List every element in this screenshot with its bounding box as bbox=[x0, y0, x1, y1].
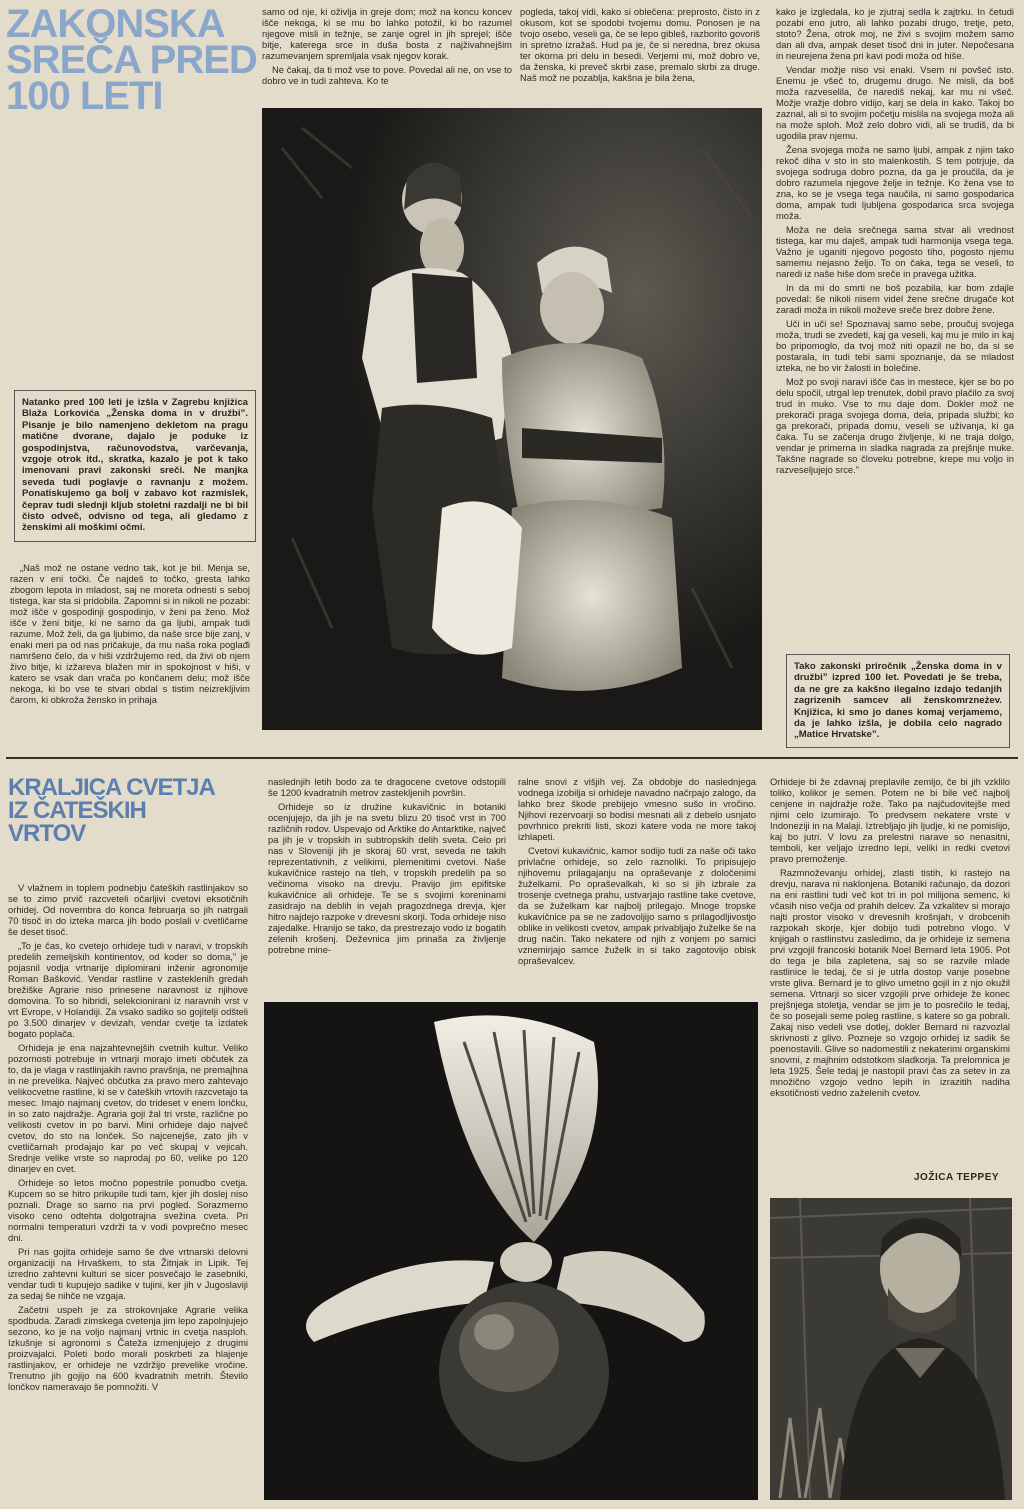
article2-column4-paragraph: Orhideje bi že zdavnaj preplavile zemljo, če bi jih vzklilo toliko, kolikor je semen. Potem ne bi bile več najbolj cenjene in najdražje rože. Tako pa najčudovitejše med njimi celo izumirajo. To predvsem nekatere vrste v Indoneziji in na Malaji. Iztrebljajo jih ljudje, ki ne pomislijo, kaj bo jutri. V lovu za prelestni narave so nenasitni, temboli, ker veljajo izredno lepi, veliki in redki cvetovi pravo premoženje. bbox=[770, 776, 1010, 864]
article1-column4-paragraph: Mož po svoji naravi išče čas in mestece, kjer se bo po delu spočil, utrgal lep trenutek, dobil pravo plačilo za svoj trud in muko. Vse to mu daje dom. Dokler mož ne prekorači praga svojega doma, dela, pripada službi; ko ga prekorači, pripada domu, veseli se uživanja, ki ga čaka. Tu se začenja drugo življenje, ki ne traja dolgo, vendar je primerna in sladka nagrada za prejšnje muke. Takšne nagrade so človeku potrebne, krepe mu voljo in razveseljujejo srce.” bbox=[776, 376, 1014, 475]
article1-column2-paragraph: samo od nje, ki oživlja in greje dom; mož na koncu koncev išče nekoga, ki se mu bo lahko potožil, ki bo razumel njegove misli in težnje, se zanje ogrel in jih sprejel; išče bitje, katerega srce in duša bosta z najživahnejšim razumevanjem spremljala vsak njegov korak. bbox=[262, 6, 512, 61]
article2-column1-paragraph: Orhideje so letos močno popestrile ponudbo cvetja. Kupcem so se hitro prikupile tudi tam, kjer jih doslej niso poznali. Drage so samo na prvi pogled. Sorazmerno visoko ceno odtehta dolgotrajna svežina cveta. Pri normalni temperaturi vzdrži ta v vodi povprečno mesec dni. bbox=[8, 1177, 248, 1243]
article1-column4-paragraph: Uči in uči se! Spoznavaj samo sebe, proučuj svojega moža, trudi se zvedeti, kaj ga veseli, kaj mu je milo in kaj bo pripomoglo, da tvoj mož niti opazil ne bo, da si se postarala, in tudi tebi sami spoznanje, da se mladost izteka, ne bo vir žalosti in bolečine. bbox=[776, 318, 1014, 373]
article1-column4 bbox=[776, 6, 1014, 646]
article2-column2-paragraph: naslednjih letih bodo za te dragocene cvetove odstopili še 1200 kvadratnih metrov zastekljenih površin. bbox=[268, 776, 506, 798]
article1-intro-box: Natanko pred 100 leti je izšla v Zagrebu knjižica Blaža Lorkovića „Ženska doma in v družbi”. Pisanje je bilo namenjeno dekletom na pragu matične dvorane, dajalo je poduke iz gospodinjstva, računovodstva, varčevanja, vzgoje otrok itd., skratka, kazalo je pot k tako imenovani pravi zakonski sreči. Ne manjka seveda tudi poglavje o ravnanju z možem. Ponatiskujemo ga bolj v zabavo kot razmislek, čeprav tudi slednji kljub stoletni razdalji ne bi bil čisto odveč, odvisno od tega, ali gledamo z ženskimi ali moškimi očmi. bbox=[14, 390, 256, 542]
painting-illustration bbox=[262, 108, 762, 730]
article2-column1-paragraph: Pri nas gojita orhideje samo še dve vrtnarski delovni organizaciji na Hrvaškem, to sta Žitnjak in Lipik. Tej izredno zahtevni kulturi se sicer posvečajo le zasebniki, vendar tudi ti kupujejo sadike v tujini, ker jih v Jugoslaviji za sedaj še nihče ne vzgaja. bbox=[8, 1246, 248, 1301]
article2-column2 bbox=[268, 776, 506, 996]
article2-column4-paragraph: Razmnoževanju orhidej, zlasti tistih, ki rastejo na drevju, narava ni naklonjena. Botaniki računajo, da dozori na eni rastlini tudi več kot tri in pol milijona semenc, ki včasih niso večja od prahih delcev. Za vzkalitev si morajo najti prostor visoko v drevesnih krošnjah, v drobcenih razpokah skorje, kjer dobijo tudi potrebno vlogo. V knjigah o rastlinstvu zasledimo, da je orhideje iz semena prvi vzgojil francoski botanik Noel Bernard leta 1905. Pot do tega je bila zapletena, saj so se razvile mlade rastlinice le tedaj, če si je utrla dostop vanje posebne vrste gliva. Bernard je to glivo umetno gojil in z njo okužil semena. Vrtnarji so sicer vzgojili prve orhideje že konec prejšnjega stoletja, vendar se jim je to posrečilo le tedaj, če so posejali seme poleg rastline, s katere so ga pobrali. Zakaj niso vedeli vse dotlej, dokler Bernard ni razvozlal skrivnosti z glivo. Pozneje so vzgojo orhidej iz sadik še poenostavili. Glive so nadomestili z nekaterimi organskimi snovmi, z majhnim odstotkom sladkorja. Ta prelomnica je leta 1925. Šele tedaj je nastopil pravi čas za setev in za množično vzgojo vedno lepih in izrazitih nadiha eksotičnosti vedno zaželenih cvetov. bbox=[770, 867, 1010, 1098]
article1-column4-paragraph: Žena svojega moža ne samo ljubi, ampak z njim tako rekoč diha v sto in sto malenkostih. S tem potrjuje, da svojega sodruga dobro pozna, da ga je proučila, da je dobro razumela njegove želje in težnje. Ko žena vse to zna, ko se je vsega tega naučila, ni samo gospodarica doma, ampak tudi ljubljena gospodarica srca svojega moža. bbox=[776, 144, 1014, 221]
orchid-image bbox=[264, 1002, 758, 1500]
article1-headline-line3: 100 LETI bbox=[6, 74, 163, 118]
article2-column1-paragraph: Začetni uspeh je za strokovnjake Agrarie velika spodbuda. Zaradi zimskega cvetenja jim lepo zapolnjujejo sezono, ko je na voljo najmanj vrtnic in cvetja nasploh. Izkušnje si agronomi s Čateža izmenjujejo z drugimi proizvajalci. Poleti bodo morali poskrbeti za hlajenje rastlinjakov, er orhideje ne vzdržijo prevelike vročine. Trenutno jih gojijo na 600 kvadratnih metrih. Število lončkov nameravajo še pomnožiti. V bbox=[8, 1304, 248, 1392]
article2-headline bbox=[8, 776, 258, 845]
article2-column4 bbox=[770, 776, 1010, 1168]
article1-headline-line2: SREČA PRED bbox=[6, 38, 257, 82]
article2-headline-line2: IZ ČATEŠKIH bbox=[8, 797, 146, 824]
article1-column4-paragraph: kako je izgledala, ko je zjutraj sedla k zajtrku. In četudi pozabi eno jutro, ali lahko pozabi drugo, tretje, peto, stoto? Žena, otrok moj, ne živi s svojim možem samo dan ali dva, ampak deset tisoč dni in juter. Nepočesana in neurejena žena pri kavi podi moža od hiše. bbox=[776, 6, 1014, 61]
women-painting-image bbox=[262, 108, 762, 730]
article1-column4-paragraph: Moža ne dela srečnega sama stvar ali vrednost tistega, kar mu daješ, ampak tudi harmonija vsega tega. Važno je uganiti njegovo pogosto tiho, pogosto njemu samemu nejasno željo. To on čaka, tega se veseli, to naredi iz naše hiše dom sreče in pravega užitka. bbox=[776, 224, 1014, 279]
article1-column3-paragraph: pogleda, takoj vidi, kako si oblečena: preprosto, čisto in z okusom, kot se spodobi tvojemu domu. Ponosen je na tvojo osebo, veseli ga, če se lepo gibleš, razborito govoriš in spretno izražaš. Hud pa je, če si neredna, brez okusa ter okorna pri delu in besedi. Verjemi mi, mož dobro ve, da ženska, ki preveč skrbi zase, premalo skrbi za druge. Naš mož ne pozablja, kakšna je bila žena, bbox=[520, 6, 760, 83]
article2-headline-line1: KRALJICA CVETJA bbox=[8, 774, 215, 801]
article2-column1-paragraph: V vlažnem in toplem podnebju čateških rastlinjakov so se to zimo prvič razcveteli očarljivi cvetovi eksotičnih orhidej. Od novembra do konca februarja so jih natrgali 70 tisoč in do izteka marca jih bodo poslali v cvetličarne še deset tisoč. bbox=[8, 882, 248, 937]
article-divider bbox=[6, 757, 1018, 759]
article2-column3-paragraph: Cvetovi kukavičnic, kamor sodijo tudi za naše oči tako privlačne orhideje, so zelo raznoliki. To pripisujejo njihovemu prilagajanju na opraševanje z določenimi žuželkami. Po opraševalkah, ki so si jih izbrale za trosenje cvetnega prahu, ustvarjajo rastline take cvetove, da se žuželkam kar najbolj prilegajo. Mnoge tropske kukavičnice pa se ne zadovoljijo samo s prilagodljivostjo oblike in velikosti cvetov, ampak privabljajo žuželke še na drug način. Tako nekatere od njih z vonjem po samici vznemirjajo samce žuželk in si tako zagotovijo obisk opraševalcev. bbox=[518, 845, 756, 966]
article1-headline bbox=[6, 2, 261, 118]
article1-column2-paragraph: Ne čakaj, da ti mož vse to pove. Povedal ali ne, on vse to dobro ve in tudi zahteva. Ko te bbox=[262, 64, 512, 86]
portrait-illustration bbox=[770, 1198, 1012, 1500]
article1-note-box: Tako zakonski priročnik „Ženska doma in v družbi” izpred 100 let. Povedati je še treba, da ne gre za kakšno ilegalno izdajo tedanjih zagrizenih samcev ali ženskomrzneżev. Knjižica, ki smo jo danes komaj verjamemo, da je lahko izšla, je dobila celo nagrado „Matice Hrvatske”. bbox=[786, 654, 1010, 748]
orchid-illustration bbox=[264, 1002, 758, 1500]
article2-column3 bbox=[518, 776, 756, 996]
article1-column3-top bbox=[520, 6, 760, 106]
man-portrait-image bbox=[770, 1198, 1012, 1500]
article2-column3-paragraph: ralne snovi z višjih vej. Za obdobje do naslednjega vodnega izobilja si orhideje navadno načrpajo zalogo, da lahko brez škode prebijejo vmesno sušo in vročino. Njihovi rezervoarji so bodisi mesnati ali z debelo usnjato povrhnico prekriti listi, skozi katere voda ne more takoj izhlapeti. bbox=[518, 776, 756, 842]
article1-column1-paragraph: „Naš mož ne ostane vedno tak, kot je bil. Menja se, razen v eni točki. Če najdeš to točko, gresta lahko zbogom lepota in mladost, saj ne moreta odnesti s seboj tistega, kar sta si pridobila. Zapomni si in nikoli ne pozabi: mož išče v gospodinji gospodinjo, v ženi pa ženo. Mož išče v ženi bitje, ki ne samo da ga ljubi, ampak tudi razume. Mož želi, da ga ljubimo, da naše srce bije zanj, v enaki meri pa od nas pričakuje, da mu naša roka poglađi namršeno čelo, da v hiši vzdržujemo red, da živi ob njem živo bitje, ki izžareva blažen mir in spokojnost v hiši, v katero se vsak dan vrača po končanem delu; mož išče nekoga, ki bo vse te stvari obdal s tistim neizreklјivim čarom, ki obkroža žensko in prihaja bbox=[10, 562, 250, 705]
article2-column1-paragraph: Orhideja je ena najzahtevnejših cvetnih kultur. Veliko pozornosti potrebuje in vrtnarji morajo imeti občutek za to, da je vlaga v rastlinjakih ravno pravšnja, ne premajhna in ne prevelika. Najveć občutka za pravo mero zahtevajo velikocvetne rastline, ki se v čateških vrtovih razcvetajo ta mesec. Imajo najmanj cvetov, do trideset v enem lončku, in so zato najdražje. Agraria goji žal tri vrste, različne po velikosti cvetov in po barvi. Mini orhideje dajo največ cvetov, do sto na lonček. So najcenejše, zato jih v cvetličarnah prodajajo kar po več skupaj v vejicah. Srednje velike vrste so naprodaj po 60, velike po 120 dinarjev en cvet. bbox=[8, 1042, 248, 1174]
article2-column1-paragraph: „To je čas, ko cvetejo orhideje tudi v naravi, v tropskih predelih zemeljskih kontinentov, od koder so doma,” je pojasnil vodja vrtnarije diplomirani inženir agronomije Roman Bašković. Vendar rastline v zasteklenih gredah brežiške Agrarie niso prinesene naravnost iz njihove domovina. To so hibridi, selekcionirani iz naravnih vrst v vrt Evrope, v Holandiji. Za vsako sadiko so gojitelji odšteli po 3.500 dinarjev v devizah, vendar cvetje ta izdatek bogato poplača. bbox=[8, 940, 248, 1039]
article2-headline-line3: VRTOV bbox=[8, 820, 86, 847]
article2-byline: JOŽICA TEPPEY bbox=[914, 1172, 1000, 1183]
article1-column4-paragraph: Vendar možje niso vsi enaki. Vsem ni povšeč isto. Enemu je všeč to, drugemu drugo. Ne misli, da boš moža razveselila, če narediš nekaj, kar mu ni všeč. Možje vražje dobro vidijo, karj se dela in kako. Takoj bo zaznal, ali si to svojim početju mislila na svojega moža ali na može sploh. Mož zelo dobro vidi, ali se trudiš, da bi ugodila prav njemu. bbox=[776, 64, 1014, 141]
article1-column2-top bbox=[262, 6, 512, 106]
article2-column1 bbox=[8, 882, 248, 1502]
article1-column1 bbox=[10, 562, 250, 752]
article2-column2-paragraph: Orhideje so iz družine kukavičnic in botaniki ocenjujejo, da jih je na svetu blizu 20 tisoč vrst in 700 različnih rodov. Uspevajo od Arktike do Antarktike, največ pa jih je v tropskih in subtropskih delih sveta. Celo pri nas v Sloveniji jih je skoraj 60 vrst, seveda ne takih reprezentativnih, z velikimi, plemenitimi cvetovi. Naše kukavičnice rastejo na tleh, v tropskih predelih pa so večinoma visoko na drevju. Pravijo jim epifitske kukavičnice ali orhideje. Te se s svojimi koreninami zasidrajo na deblih in vejah pragozdnega drevja, kjer hitro najdejo razpoke v drevesni skorji. Toda orhideje niso zajedalke. Hranijo se tako, da prestrezajo vodo iz bogatih zelenih krošenj. Deževnica jim prinaša za življenje potrebne mine- bbox=[268, 801, 506, 955]
article1-headline-line1: ZAKONSKA bbox=[6, 2, 225, 46]
article1-column4-paragraph: In da mi do smrti ne boš pozabila, kar bom zdajle povedal: še nikoli nisem videl žene srečne drugače kot zaradi moža in nikoli moževe sreče brez dobre žene. bbox=[776, 282, 1014, 315]
